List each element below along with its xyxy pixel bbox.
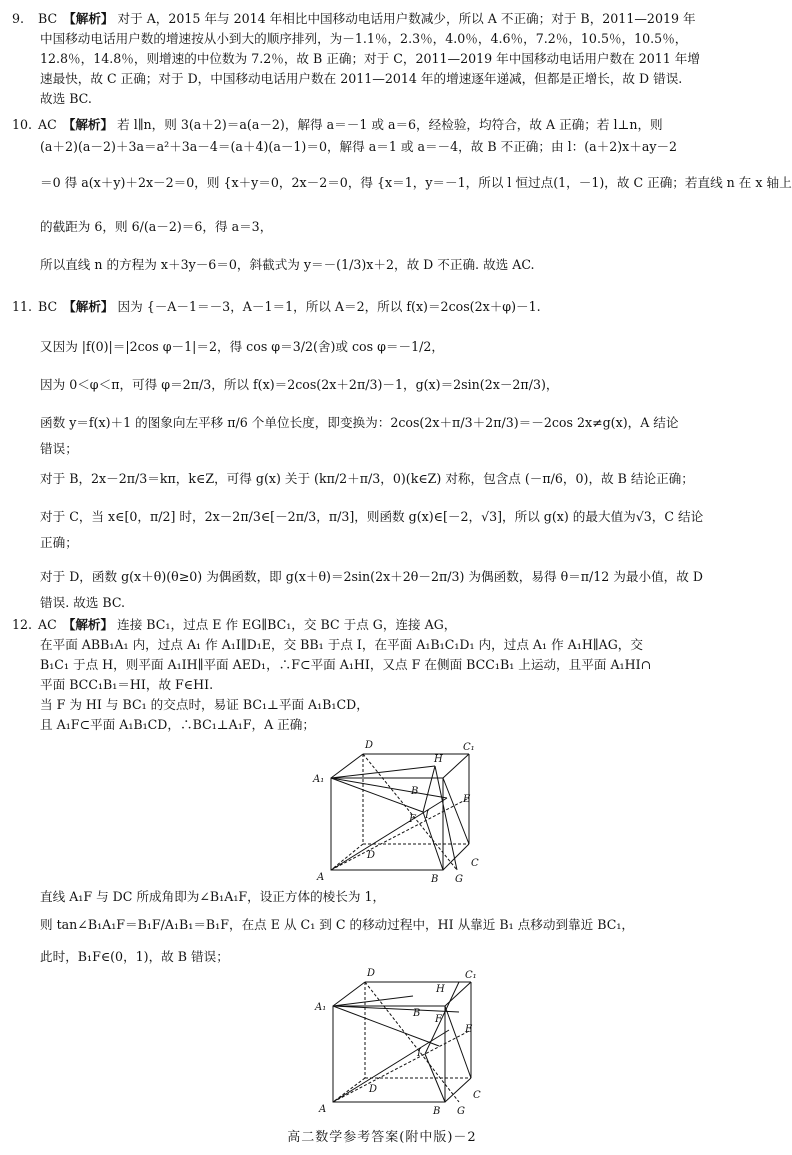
q11-line-3: 因为 0＜φ＜π，可得 φ＝2π/3，所以 f(x)＝2cos(2x＋2π/3)－1，g(x)＝2sin(2x－2π/3)， (40, 377, 559, 392)
cube-figure-2 (309, 966, 479, 1121)
label-H: H (434, 754, 443, 765)
label-C: C (473, 1090, 481, 1101)
q12-line-6: 且 A₁F⊂平面 A₁B₁CD，∴BC₁⊥A₁F，A 正确； (40, 717, 315, 732)
q11-line-1 (12, 298, 541, 316)
label-I: I (425, 810, 429, 821)
label-G: G (457, 1106, 465, 1117)
label-E: E (465, 1024, 473, 1035)
label-G: G (455, 874, 463, 885)
q10-line-5: 所以直线 n 的方程为 x＋3y－6＝0，斜截式为 y＝－(1/3)x＋2，故 D 不正确. 故选 AC. (40, 257, 535, 272)
q12-line-7: 直线 A₁F 与 DC 所成角即为∠B₁A₁F，设正方体的棱长为 1， (40, 889, 386, 904)
label-A: A (319, 1104, 327, 1115)
q11-line-7: 对于 C，当 x∈[0，π/2] 时，2x－2π/3∈[－2π/3，π/3]，则函数 g(x)∈[－2，√3]，所以 g(x) 的最大值为√3，C 结论 (40, 509, 704, 524)
label-D: D (367, 850, 376, 861)
q9-line-2: 中国移动电话用户数的增速按从小到大的顺序排列，为－1.1％，2.3％，4.0％，4.6％，7.2％，10.5％，10.5％， (40, 31, 688, 46)
cube-diagram (309, 966, 479, 1121)
q12-line-3: B₁C₁ 于点 H，则平面 A₁IH∥平面 AED₁，∴F⊂平面 A₁HI，又点 F 在侧面 BCC₁B₁ 上运动，且平面 A₁HI∩ (40, 657, 652, 672)
answer-choice: BC (38, 299, 58, 314)
q10-line-2: (a＋2)(a－2)＋3a＝a²＋3a－4＝(a＋4)(a－1)＝0，解得 a＝1 或 a＝－4，故 B 不正确；由 l：(a＋2)x＋ay－2 (40, 139, 678, 154)
q11-line-4: 函数 y＝f(x)＋1 的图象向左平移 π/6 个单位长度，即变换为：2cos(2x＋π/3＋2π/3)＝－2cos 2x≠g(x)，A 结论 (40, 415, 679, 430)
analysis-tag: 【解析】 (62, 617, 114, 632)
q11-line-5: 错误； (40, 441, 78, 456)
answer-choice: BC (38, 11, 58, 26)
label-B1: B (413, 1008, 421, 1019)
q10-line-3: ＝0 得 a(x＋y)＋2x－2＝0，则 {x＋y＝0，2x－2＝0，得 {x＝1，y＝－1，所以 l 恒过点(1，－1)，故 C 正确；若直线 n 在 x 轴上 (40, 175, 792, 190)
q9-line-1 (12, 10, 696, 28)
question-number: 12. (12, 617, 33, 632)
analysis-tag: 【解析】 (62, 117, 114, 132)
label-D1: D (365, 740, 374, 751)
label-C1: C₁ (465, 970, 477, 981)
q9-line-5: 故选 BC. (40, 91, 92, 106)
q12-line-4: 平面 BCC₁B₁＝HI，故 F∈HI. (40, 677, 214, 692)
analysis-tag: 【解析】 (63, 11, 114, 26)
label-B: B (433, 1106, 441, 1117)
q11-line-2: 又因为 |f(0)|＝|2cos φ－1|＝2，得 cos φ＝3/2(舍)或 cos φ＝－1/2， (40, 339, 444, 354)
label-A1: A₁ (315, 1002, 327, 1013)
label-A1: A₁ (313, 774, 325, 785)
label-F: F (435, 1014, 442, 1025)
question-number: 10. (12, 117, 33, 132)
q12-line-8: 则 tan∠B₁A₁F＝B₁F/A₁B₁＝B₁F，在点 E 从 C₁ 到 C 的移动过程中，HI 从靠近 B₁ 点移动到靠近 BC₁， (40, 917, 635, 932)
q11-line-9: 对于 D，函数 g(x＋θ)(θ≥0) 为偶函数，即 g(x＋θ)＝2sin(2x＋2θ－2π/3) 为偶函数，易得 θ＝π/12 为最小值，故 D (40, 569, 703, 584)
q12-line-2: 在平面 ABB₁A₁ 内，过点 A₁ 作 A₁I∥D₁E，交 BB₁ 于点 I，在平面 A₁B₁C₁D₁ 内，过点 A₁ 作 A₁H∥AG，交 (40, 637, 643, 652)
page-footer: 高二数学参考答案(附中版)－2 (287, 1130, 477, 1145)
answer-choice: AC (38, 617, 57, 632)
label-C: C (471, 858, 479, 869)
label-A: A (317, 872, 325, 883)
analysis-tag: 【解析】 (63, 299, 114, 314)
label-D: D (369, 1084, 378, 1095)
label-D1: D (367, 968, 376, 979)
q12-text-1: 连接 BC₁，过点 E 作 EG∥BC₁，交 BC 于点 G，连接 AG， (117, 617, 457, 632)
q11-line-6: 对于 B，2x－2π/3＝kπ，k∈Z，可得 g(x) 关于 (kπ/2＋π/3，0)(k∈Z) 对称，包含点 (－π/6，0)，故 B 结论正确； (40, 471, 694, 486)
question-number: 9. (12, 11, 25, 26)
q9-text-1: 对于 A，2015 年与 2014 年相比中国移动电话用户数减少，所以 A 不正确；对于 B，2011—2019 年 (117, 11, 696, 26)
label-H: H (436, 984, 445, 995)
q10-text-1: 若 l∥n，则 3(a＋2)＝a(a－2)，解得 a＝－1 或 a＝6，经检验，均符合，故 A 正确；若 l⊥n，则 (117, 117, 663, 132)
label-F: F (409, 814, 416, 825)
cube-figure-1 (307, 734, 477, 889)
q10-line-4: 的截距为 6，则 6/(a－2)＝6，得 a＝3， (40, 219, 273, 234)
label-E: E (463, 794, 471, 805)
q12-line-1 (12, 616, 456, 634)
label-C1: C₁ (463, 742, 475, 753)
q12-line-9: 此时，B₁F∈(0，1)，故 B 错误； (40, 949, 229, 964)
q11-text-1: 因为 {－A－1＝－3，A－1＝1，所以 A＝2，所以 f(x)＝2cos(2x＋φ)－1. (117, 299, 541, 314)
cube-diagram (307, 734, 477, 889)
q11-line-10: 错误. 故选 BC. (40, 595, 126, 610)
q10-line-1 (12, 116, 663, 134)
label-B: B (431, 874, 439, 885)
label-B1: B (411, 786, 419, 797)
q12-line-5: 当 F 为 HI 与 BC₁ 的交点时，易证 BC₁⊥平面 A₁B₁CD， (40, 697, 369, 712)
q11-line-8: 正确； (40, 535, 78, 550)
q9-line-4: 速最快，故 C 正确；对于 D，中国移动电话用户数在 2011—2014 年的增速逐年递减，但都是正增长，故 D 错误. (40, 71, 683, 86)
q9-line-3: 12.8％，14.8％，则增速的中位数为 7.2％，故 B 正确；对于 C，2011—2019 年中国移动电话用户数在 2011 年增 (40, 51, 700, 66)
answer-choice: AC (38, 117, 57, 132)
question-number: 11. (12, 299, 33, 314)
label-I: I (417, 1048, 421, 1059)
